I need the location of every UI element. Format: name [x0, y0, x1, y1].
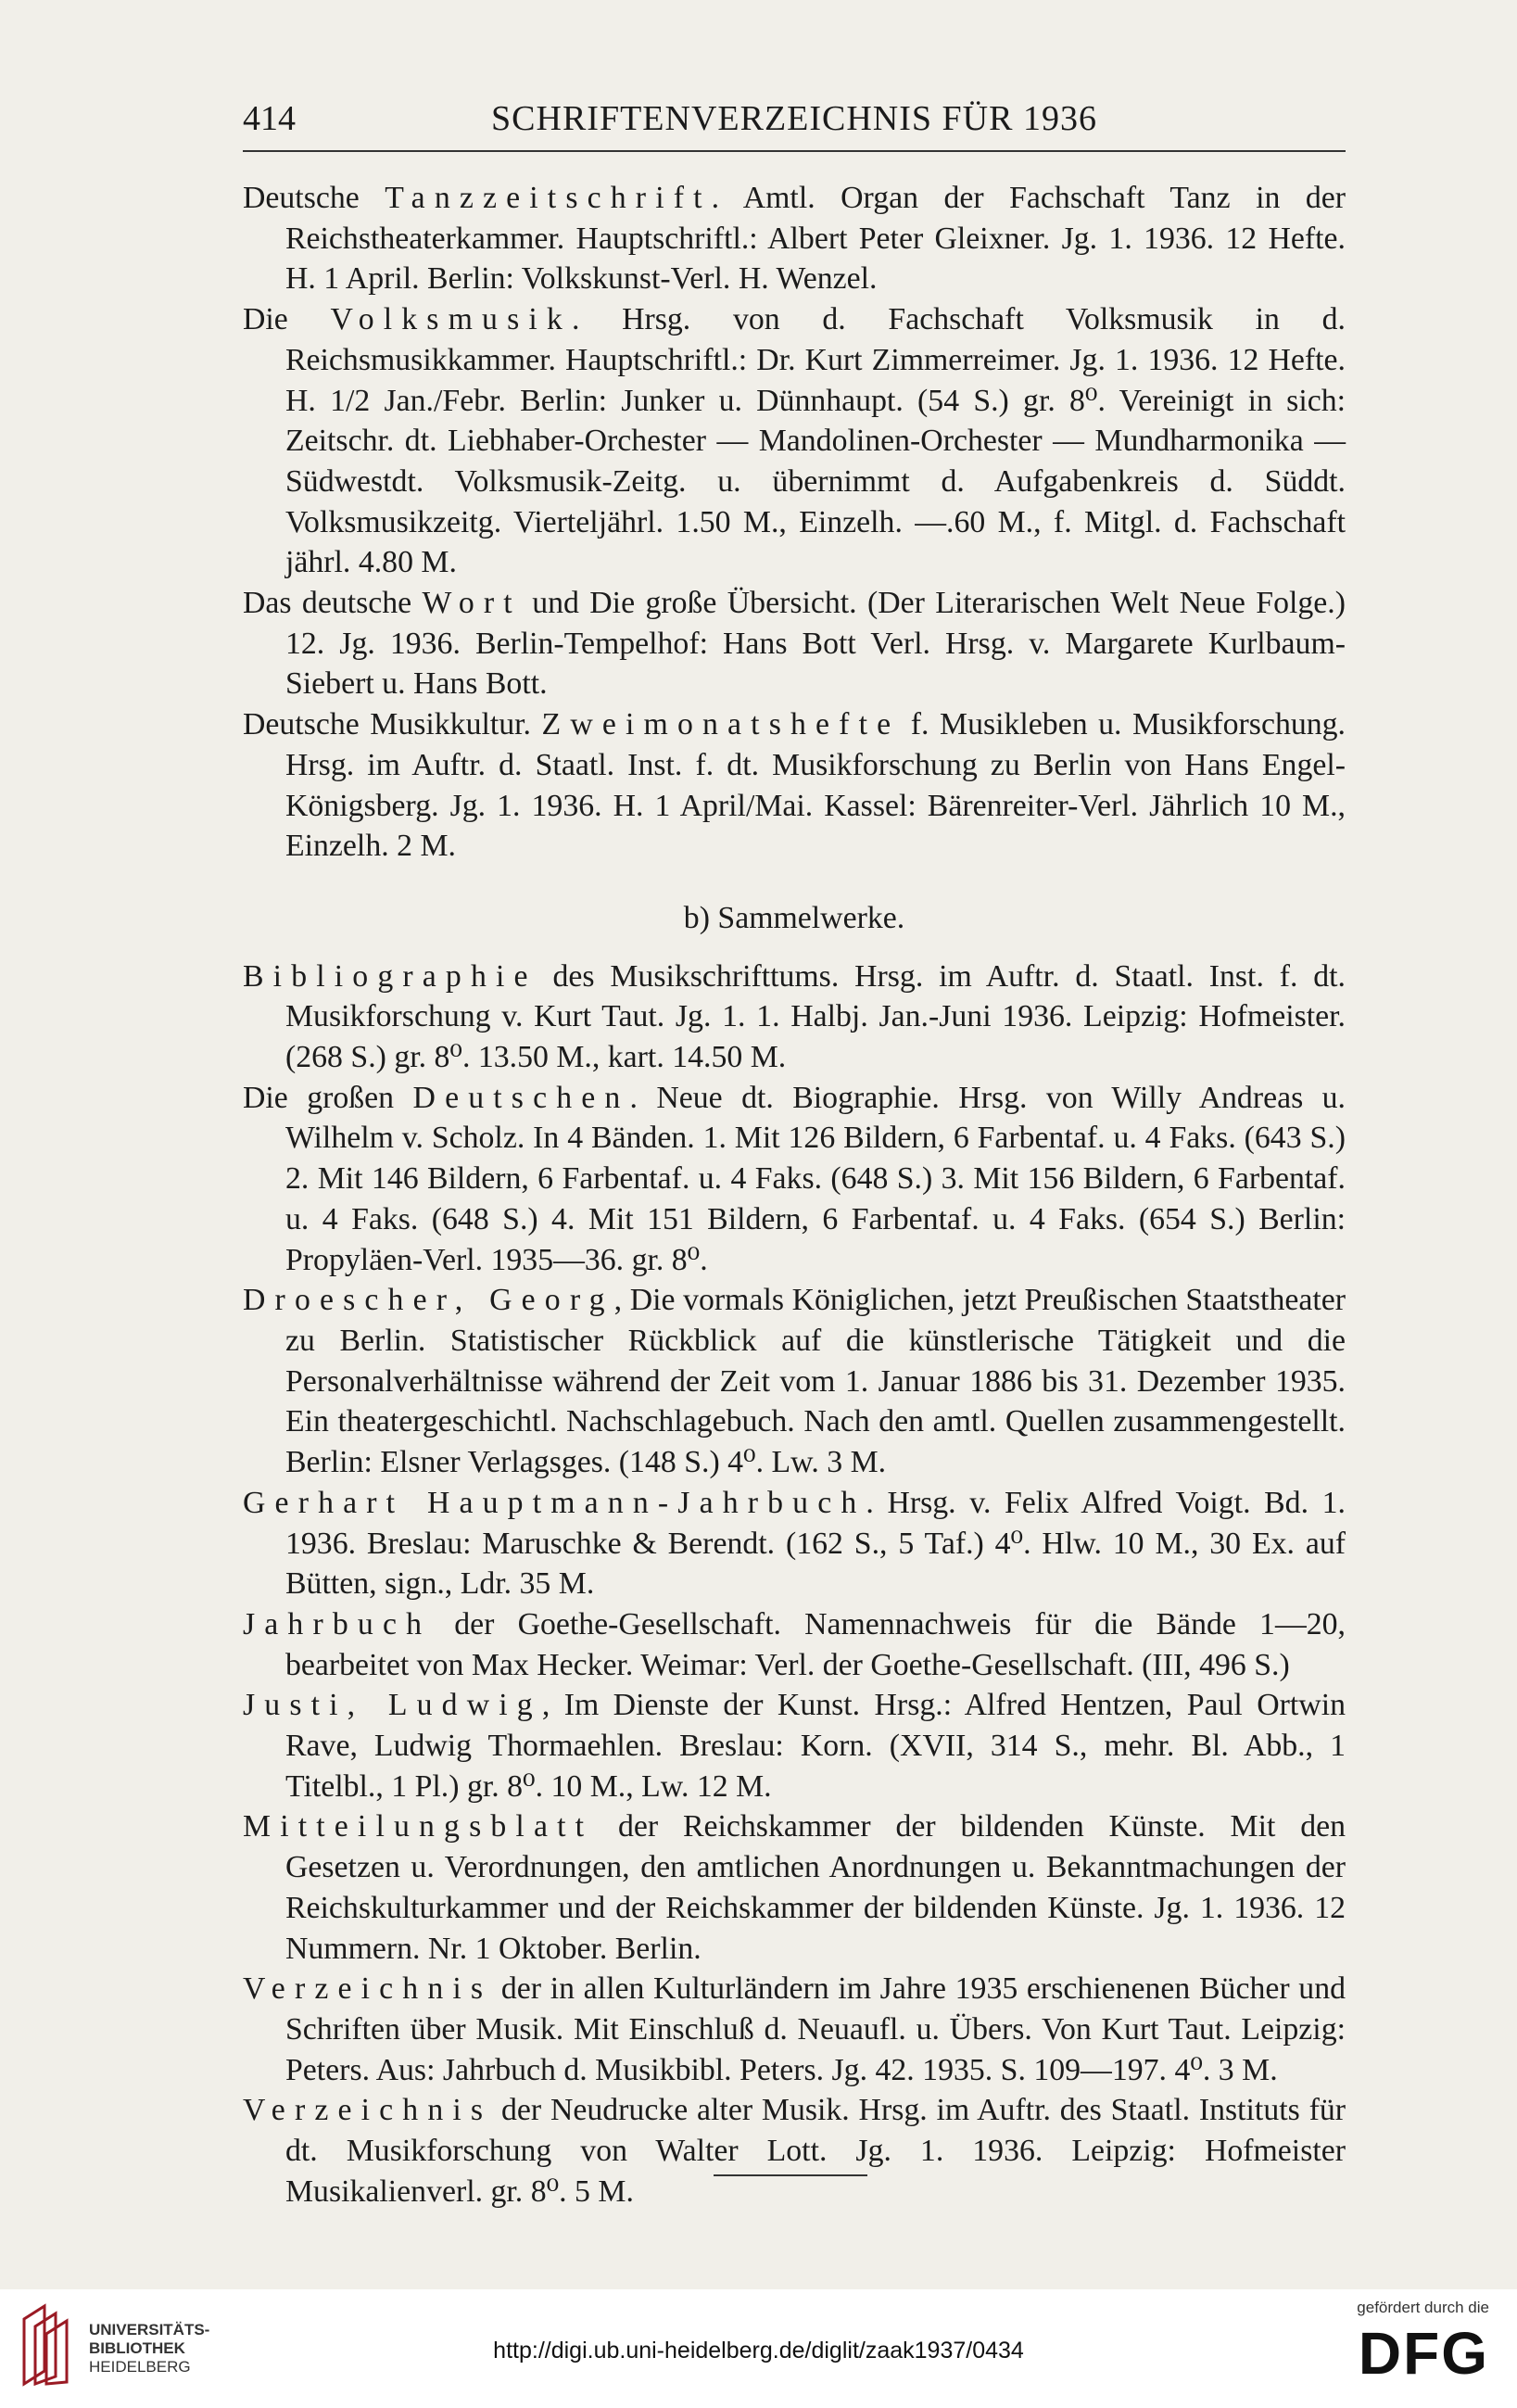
entry-keyword: Wort [422, 586, 522, 621]
bibliography-entry [243, 1685, 1346, 1806]
entry-keyword: Jahrbuch [243, 1606, 432, 1641]
bibliography-entry [243, 957, 1346, 1078]
entry-keyword: Volksmusik [330, 302, 572, 337]
bibliography-entry [243, 1280, 1346, 1483]
section-heading: b) Sammelwerke. [683, 900, 905, 935]
library-name-line2: BIBLIOTHEK [89, 2339, 185, 2357]
entry-text: , Im Dienste der Kunst. Hrsg.: Alfred Hentzen, Paul Ortwin Rave, Ludwig Thormaehlen. Breslau: Korn. (XVII, 314 S., mehr. Bl. Abb., 1 Titelbl., 1 Pl.) gr. 8⁰. 10 M., Lw. 12 M. [285, 1688, 1346, 1804]
periodicals-list [243, 178, 1346, 867]
page-body [243, 178, 1346, 2212]
entry-text: des Musikschrifttums. Hrsg. im Auftr. d. Staatl. Inst. f. dt. Musikforschung v. Kurt Taut. Jg. 1. 1. Halbj. Jan.-Juni 1936. Leipzig: Hofmeister. (268 S.) gr. 8⁰. 13.50 M., kart. 14.50 M. [285, 958, 1346, 1075]
page-header [243, 98, 1346, 145]
bibliography-entry [243, 583, 1346, 704]
bibliography-entry [243, 1483, 1346, 1604]
bibliography-entry [243, 2090, 1346, 2212]
funder-logo[interactable] [1304, 2299, 1489, 2401]
entry-text: . Neue dt. Biographie. Hrsg. von Willy Andreas u. Wilhelm v. Scholz. In 4 Bänden. 1. Mit 126 Bildern, 6 Farbentaf. u. 4 Faks. (643 S.) 2. Mit 146 Bildern, 6 Farbentaf. u. 4 Faks. (648 S.) 3. Mit 156 Bildern, 6 Farbentaf. u. 4 Faks. (648 S.) 4. Mit 151 Bildern, 6 Farbentaf. u. 4 Faks. (654 S.) Berlin: Propyläen-Verl. 1935—36. gr. 8⁰. [285, 1080, 1346, 1277]
entry-keyword: Verzeichnis [243, 2093, 493, 2128]
entry-text: . Hrsg. von d. Fachschaft Volksmusik in d. Reichsmusikkammer. Hauptschriftl.: Dr. Kurt Zimmerreimer. Jg. 1. 1936. 12 Hefte. H. 1/2 Jan./Febr. Berlin: Junker u. Dünnhaupt. (54 S.) gr. 8⁰. Vereinigt in sich: Zeitschr. dt. Liebhaber-Orchester — Mandolinen-Orchester — Mundharmonika — Südwestdt. Volksmusik-Zeitg. u. übernimmt d. Aufgabenkreis d. Süddt. Volksmusikzeitg. Vierteljährl. 1.50 M., Einzelh. —.60 M., f. Mitgl. d. Fachschaft jährl. 4.80 M. [285, 302, 1346, 580]
page-number: 414 [243, 99, 296, 138]
entry-lead: Die großen [243, 1080, 413, 1115]
entry-text: und Die große Übersicht. (Der Literarischen Welt Neue Folge.) 12. Jg. 1936. Berlin-Tempelhof: Hans Bott Verl. Hrsg. v. Margarete Kurlbaum-Siebert u. Hans Bott. [285, 586, 1346, 702]
bibliography-entry [243, 1078, 1346, 1281]
entry-keyword: Zweimonatshefte [541, 707, 901, 742]
bibliography-entry [243, 704, 1346, 867]
bibliography-entry [243, 299, 1346, 583]
entry-text: der Neudrucke alter Musik. Hrsg. im Auftr. des Staatl. Instituts für dt. Musikforschung von Walter Lott. Jg. 1. 1936. Leipzig: Hofmeister Musikalienverl. gr. 8⁰. 5 M. [285, 2093, 1346, 2209]
entry-text: der in allen Kulturländern im Jahre 1935 erschienenen Bücher und Schriften über Musik. Mit Einschluß d. Neuaufl. u. Übers. Von Kurt Taut. Leipzig: Peters. Aus: Jahrbuch d. Musikbibl. Peters. Jg. 42. 1935. S. 109—197. 4⁰. 3 M. [285, 1971, 1346, 2087]
entry-text: . Amtl. Organ der Fachschaft Tanz in der Reichstheaterkammer. Hauptschriftl.: Albert Peter Gleixner. Jg. 1. 1936. 12 Hefte. H. 1 April. Berlin: Volkskunst-Verl. H. Wenzel. [285, 181, 1346, 297]
permalink-url[interactable]: http://digi.ub.uni-heidelberg.de/diglit/zaak1937/0434 [493, 2338, 1024, 2364]
entry-keyword: Mitteilungsblatt [243, 1809, 594, 1844]
header-rule [243, 150, 1346, 152]
entry-text: der Reichskammer der bildenden Künste. Mit den Gesetzen u. Verordnungen, den amtlichen Anordnungen u. Bekanntmachungen der Reichskulturkammer und der Reichskammer der bildenden Künste. Jg. 1. 1936. 12 Nummern. Nr. 1 Oktober. Berlin. [285, 1809, 1346, 1966]
library-name-line3: HEIDELBERG [89, 2358, 191, 2376]
bibliography-entry [243, 1969, 1346, 2090]
entry-keyword: Verzeichnis [243, 1971, 493, 2007]
collected-works-list [243, 957, 1346, 2212]
entry-keyword: Justi, Ludwig [243, 1688, 542, 1723]
dfg-logo-icon: DFG [1358, 2320, 1489, 2387]
entry-keyword: Deutschen [412, 1080, 630, 1115]
entry-lead: Das deutsche [243, 586, 423, 621]
funder-caption: gefördert durch die [1357, 2299, 1489, 2316]
entry-text: f. Musikleben u. Musikforschung. Hrsg. im Auftr. d. Staatl. Inst. f. dt. Musikforschung zu Berlin von Hans Engel-Königsberg. Jg. 1. 1936. H. 1 April/Mai. Kassel: Bärenreiter-Verl. Jährlich 10 M., Einzelh. 2 M. [285, 707, 1346, 864]
entry-lead: Die [243, 302, 331, 337]
entry-keyword: Gerhart Hauptmann-Jahrbuch [243, 1485, 866, 1520]
entry-keyword: Bibliographie [243, 958, 537, 994]
bibliography-entry [243, 178, 1346, 299]
entry-lead: Deutsche Musikkultur. [243, 707, 542, 742]
running-title: SCHRIFTENVERZEICHNIS FÜR 1936 [491, 99, 1097, 138]
entry-text: . Hrsg. v. Felix Alfred Voigt. Bd. 1. 1936. Breslau: Maruschke & Berendt. (162 S., 5 Taf.) 4⁰. Hlw. 10 M., 30 Ex. auf Bütten, sign., Ldr. 35 M. [285, 1485, 1346, 1602]
bibliography-entry [243, 1604, 1346, 1685]
entry-text: , Die vormals Königlichen, jetzt Preußischen Staatstheater zu Berlin. Statistischer Rückblick auf die künstlerische Tätigkeit und die Personalverhältnisse während der Zeit vom 1. Januar 1886 bis 31. Dezember 1935. Ein theatergeschichtl. Nachschlagebuch. Nach den amtl. Quellen zusammengestellt. Berlin: Elsner Verlagsges. (148 S.) 4⁰. Lw. 3 M. [285, 1283, 1346, 1480]
entry-lead: Deutsche [243, 181, 386, 215]
entry-keyword: Droescher, Georg [243, 1283, 614, 1318]
bibliography-entry [243, 1806, 1346, 1969]
entry-keyword: Tanzzeitschrift [385, 181, 712, 215]
footer-bar [0, 2289, 1517, 2408]
library-name-line1: UNIVERSITÄTS- [89, 2321, 210, 2338]
entry-text: der Goethe-Gesellschaft. Namennachweis für die Bände 1—20, bearbeitet von Max Hecker. Weimar: Verl. der Goethe-Gesellschaft. (III, 496 S.) [285, 1606, 1346, 1682]
end-rule [714, 2174, 867, 2176]
